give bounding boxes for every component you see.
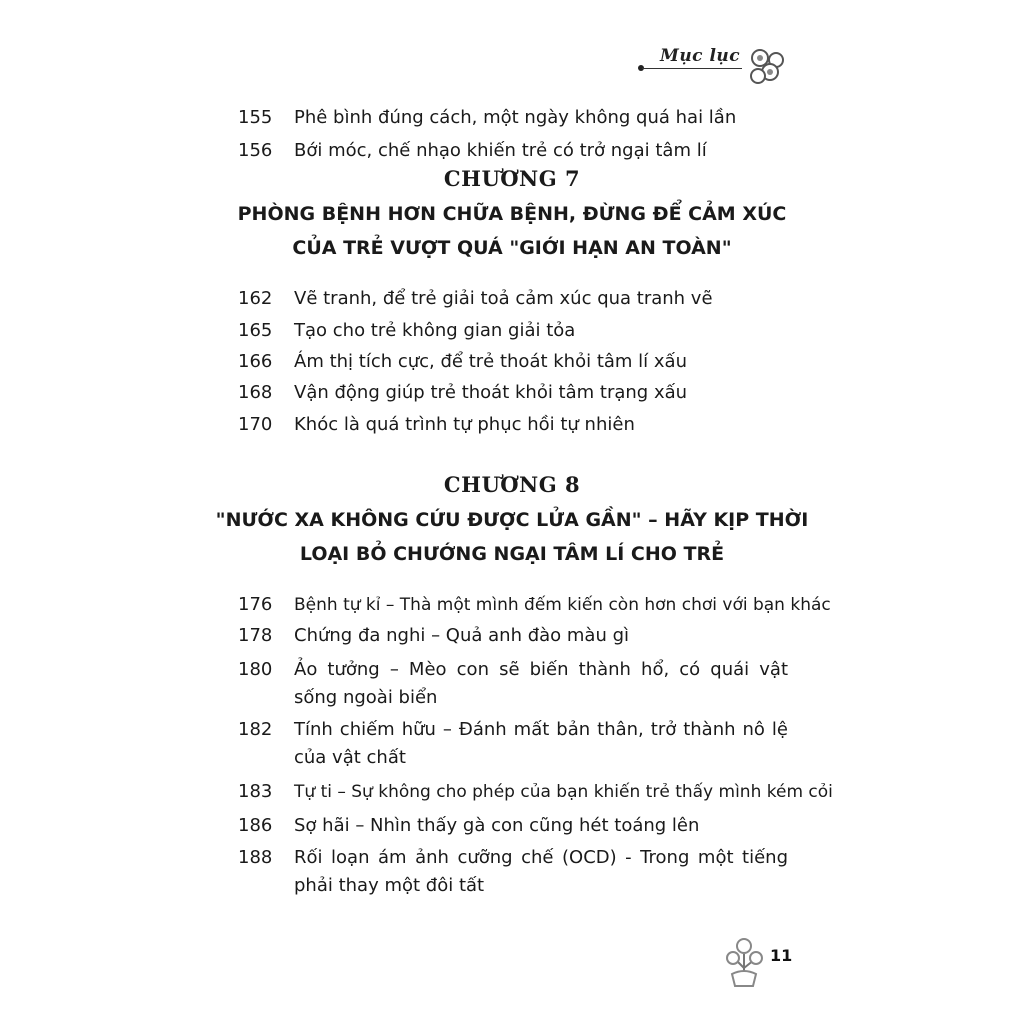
chapter-8-title-line-1: "NƯỚC XA KHÔNG CỨU ĐƯỢC LỬA GẦN" – HÃY KỊP THỜI	[215, 509, 809, 531]
header-title: Mục lục	[660, 46, 741, 66]
toc-page-number: 170	[238, 414, 273, 435]
toc-entry-title: Vận động giúp trẻ thoát khỏi tâm trạng xấu	[294, 382, 688, 403]
toc-entry-title: Khóc là quá trình tự phục hồi tự nhiên	[294, 414, 635, 435]
toc-page-number: 180	[238, 659, 273, 680]
toc-entry-title: Chứng đa nghi – Quả anh đào màu gì	[294, 625, 630, 646]
header-rule	[642, 68, 742, 69]
toc-page-number: 176	[238, 594, 273, 615]
toc-page-number: 162	[238, 288, 273, 309]
toc-entry-title: Ảo tưởng – Mèo con sẽ biến thành hổ, có quái vật sống ngoài biển	[294, 659, 788, 708]
chapter-7-title-line-1: PHÒNG BỆNH HƠN CHỮA BỆNH, ĐỪNG ĐỂ CẢM XÚC	[237, 203, 787, 225]
toc-page-number: 186	[238, 815, 273, 836]
chapter-7-heading: CHƯƠNG 7	[443, 166, 581, 191]
toc-page-number: 183	[238, 781, 273, 802]
chapter-8-heading: CHƯƠNG 8	[443, 472, 581, 497]
toc-entry-title: Tính chiếm hữu – Đánh mất bản thân, trở thành nô lệ của vật chất	[294, 719, 788, 768]
running-header	[638, 44, 788, 94]
flower-ornament-icon	[748, 46, 788, 94]
toc-entry-title: Ám thị tích cực, để trẻ thoát khỏi tâm lí xấu	[294, 351, 687, 372]
toc-page-number: 166	[238, 351, 273, 372]
toc-entry-title: Bới móc, chế nhạo khiến trẻ có trở ngại tâm lí	[294, 140, 707, 161]
toc-entry-title: Vẽ tranh, để trẻ giải toả cảm xúc qua tranh vẽ	[294, 288, 713, 309]
toc-page-number: 165	[238, 320, 273, 341]
toc-entry-title: Bệnh tự kỉ – Thà một mình đếm kiến còn hơn chơi với bạn khác	[294, 595, 831, 615]
chapter-8-title-line-2: LOẠI BỎ CHƯỚNG NGẠI TÂM LÍ CHO TRẺ	[299, 543, 725, 565]
toc-page-number: 156	[238, 140, 273, 161]
toc-page-number: 188	[238, 847, 273, 868]
page-number: 11	[770, 946, 793, 965]
chapter-7-title-line-2: CỦA TRẺ VƯỢT QUÁ "GIỚI HẠN AN TOÀN"	[292, 237, 732, 259]
toc-page-number: 182	[238, 719, 273, 740]
flower-pot-ornament-icon	[726, 934, 770, 994]
toc-entry-title: Tạo cho trẻ không gian giải tỏa	[294, 320, 576, 341]
toc-entry-title: Sợ hãi – Nhìn thấy gà con cũng hét toáng lên	[294, 815, 700, 836]
toc-page-number: 178	[238, 625, 273, 646]
toc-page-number: 168	[238, 382, 273, 403]
toc-page-number: 155	[238, 107, 273, 128]
toc-entry-title: Tự ti – Sự không cho phép của bạn khiến trẻ thấy mình kém cỏi	[294, 782, 833, 802]
toc-entry-title: Rối loạn ám ảnh cưỡng chế (OCD) - Trong một tiếng phải thay một đôi tất	[294, 847, 788, 896]
toc-entry-title: Phê bình đúng cách, một ngày không quá hai lần	[294, 107, 737, 128]
